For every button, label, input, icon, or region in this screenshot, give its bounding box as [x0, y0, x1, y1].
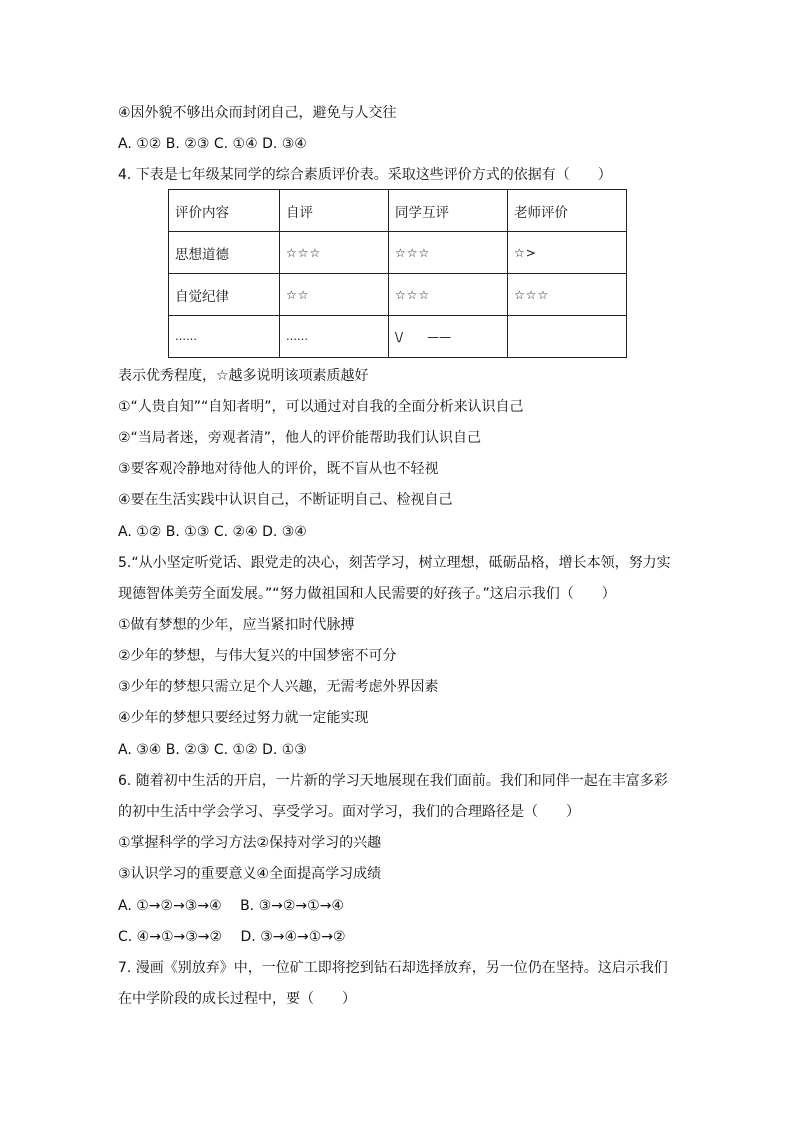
answer-choices-q3: A. ①② B. ②③ C. ①④ D. ③④	[118, 136, 307, 152]
table-cell: ☆☆☆	[389, 232, 508, 274]
option-line-1-2: ①掌握科学的学习方法②保持对学习的兴趣	[118, 835, 382, 851]
table-header-cell: 老师评价	[508, 190, 627, 232]
table-header-cell: 评价内容	[169, 190, 280, 232]
table-cell: 自觉纪律	[169, 274, 280, 316]
question-5-stem-line-2: 现德智体美劳全面发展。”“努力做祖国和人民需要的好孩子。”这启示我们（ ）	[118, 586, 616, 602]
table-cell: \/ ——	[389, 316, 508, 358]
option-line-2: ②“当局者迷，旁观者清”，他人的评价能帮助我们认识自己	[118, 430, 482, 446]
option-line-3: ③要客观冷静地对待他人的评价，既不盲从也不轻视	[118, 461, 439, 477]
question-5-stem-line-1: 5.“从小坚定听党话、跟党走的决心，刻苦学习，树立理想，砥砺品格，增长本领，努力实	[118, 555, 671, 571]
answer-choices-q4: A. ①② B. ①③ C. ②④ D. ③④	[118, 524, 307, 540]
table-cell: ☆☆☆	[508, 274, 627, 316]
table-cell: ☆>	[508, 232, 627, 274]
answer-choices-q6-ab: A. ①→②→③→④ B. ③→②→①→④	[118, 898, 344, 914]
table-row	[169, 316, 627, 358]
option-line-3-4: ③认识学习的重要意义④全面提高学习成绩	[118, 866, 382, 882]
table-header-row	[169, 190, 627, 232]
option-line-4-appearance: ④因外貌不够出众而封闭自己，避免与人交往	[118, 105, 397, 121]
table-note: 表示优秀程度，☆越多说明该项素质越好	[118, 368, 369, 384]
answer-choices-q6-cd: C. ④→①→③→② D. ③→④→①→②	[118, 929, 346, 945]
table-cell: ……	[280, 316, 389, 358]
option-line-4: ④要在生活实践中认识自己，不断证明自己、检视自己	[118, 492, 453, 508]
option-line-4: ④少年的梦想只要经过努力就一定能实现	[118, 710, 369, 726]
table-header-cell: 同学互评	[389, 190, 508, 232]
evaluation-table	[168, 189, 627, 358]
table-cell: ……	[169, 316, 280, 358]
question-7-stem-line-1: 7. 漫画《别放弃》中，一位矿工即将挖到钻石却选择放弃，另一位仍在坚持。这启示我们	[118, 960, 668, 976]
answer-choices-q5: A. ③④ B. ②③ C. ①② D. ①③	[118, 742, 307, 758]
table-cell: ☆☆	[280, 274, 389, 316]
table-row	[169, 274, 627, 316]
question-7-stem-line-2: 在中学阶段的成长过程中，要（ ）	[118, 991, 356, 1007]
question-6-stem-line-1: 6. 随着初中生活的开启，一片新的学习天地展现在我们面前。我们和同伴一起在丰富多彩	[118, 773, 668, 789]
question-4-stem: 4. 下表是七年级某同学的综合素质评价表。采取这些评价方式的依据有（ ）	[118, 167, 612, 183]
option-line-3: ③少年的梦想只需立足个人兴趣，无需考虑外界因素	[118, 679, 439, 695]
option-line-1: ①做有梦想的少年，应当紧扣时代脉搏	[118, 617, 355, 633]
table-header-cell: 自评	[280, 190, 389, 232]
option-line-2: ②少年的梦想，与伟大复兴的中国梦密不可分	[118, 648, 397, 664]
question-6-stem-line-2: 的初中生活中学会学习、享受学习。面对学习，我们的合理路径是（ ）	[118, 804, 580, 820]
table-cell: ☆☆☆	[280, 232, 389, 274]
table-row	[169, 232, 627, 274]
table-cell	[508, 316, 627, 358]
table-cell: ☆☆☆	[389, 274, 508, 316]
option-line-1: ①“人贵自知”“自知者明”，可以通过对自我的全面分析来认识自己	[118, 399, 524, 415]
table-cell: 思想道德	[169, 232, 280, 274]
